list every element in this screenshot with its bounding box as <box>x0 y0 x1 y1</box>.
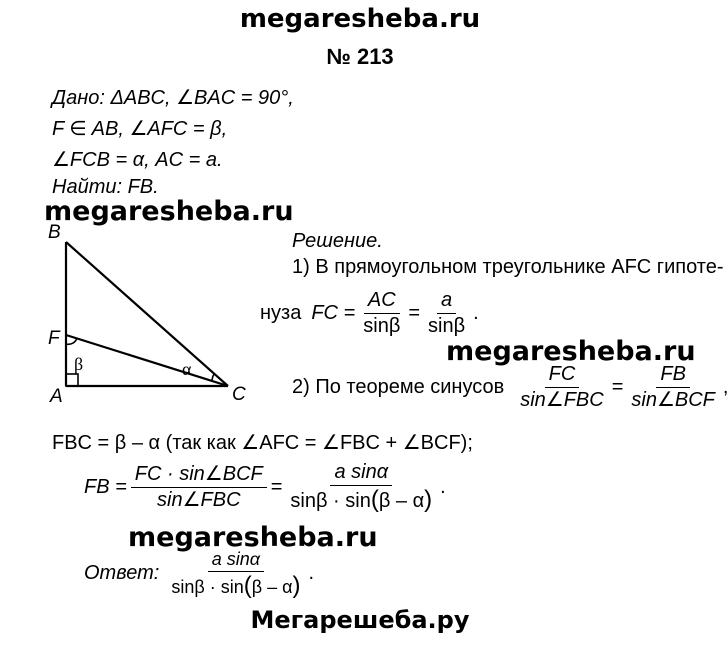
find-line: Найти: FB. <box>52 176 159 198</box>
fraction-denominator: sin∠FBC <box>157 488 241 511</box>
fraction-denominator: sin∠FBC <box>520 389 604 411</box>
formula-text: β – α <box>378 490 425 512</box>
fraction <box>131 464 267 511</box>
fraction <box>286 462 436 512</box>
formula-text: β – α <box>251 576 293 597</box>
fraction-numerator: FC <box>545 364 580 388</box>
fraction <box>167 550 304 598</box>
angle-label-beta: β <box>74 354 84 374</box>
formula-text: , <box>722 376 728 398</box>
formula-text: = <box>270 475 283 498</box>
fraction-numerator: FC · sin∠BCF <box>131 464 267 488</box>
formula-text: нуза <box>260 302 302 324</box>
fraction <box>359 290 404 337</box>
fraction-numerator: AC <box>364 290 400 314</box>
formula-text: sinβ · sin <box>171 576 244 597</box>
angle-relation-line: FBC = β – α (так как ∠AFC = ∠FBC + ∠BCF); <box>52 432 473 454</box>
vertex-label-a: A <box>50 386 63 407</box>
problem-number: № 213 <box>326 44 394 69</box>
fraction-denominator: sinβ · sin(β – α) <box>290 486 433 513</box>
formula-text: FC = <box>311 302 356 324</box>
fb-formula <box>84 462 446 512</box>
given-line-2: F ∈ AB, ∠AFC = β, <box>52 118 228 140</box>
formula-text: = <box>611 376 624 398</box>
vertex-label-c: C <box>232 384 246 405</box>
fraction-numerator: a sinα <box>208 550 264 572</box>
vertex-label-b: B <box>48 222 61 243</box>
formula-text: sinβ · sin <box>290 490 371 512</box>
answer-label: Ответ: <box>84 562 160 585</box>
fraction-denominator: sin∠BCF <box>631 389 715 411</box>
sine-theorem-formula <box>292 364 728 411</box>
footer-brand: Мегарешеба.ру <box>250 606 470 634</box>
fc-formula <box>260 290 479 337</box>
answer <box>84 550 314 598</box>
fraction-numerator: a sinα <box>330 462 392 486</box>
fraction-numerator: FB <box>656 364 690 388</box>
formula-text: = <box>408 302 421 324</box>
watermark: megaresheba.ru <box>44 196 294 227</box>
fraction <box>627 364 719 411</box>
fraction-denominator: sinβ <box>428 315 466 337</box>
triangle-figure <box>40 220 260 410</box>
angle-label-alpha: α <box>182 359 192 379</box>
watermark: megaresheba.ru <box>446 336 696 367</box>
formula-text: FB = <box>84 475 127 498</box>
fraction <box>516 364 608 411</box>
formula-text: . <box>440 475 446 498</box>
fraction-numerator: a <box>437 290 456 314</box>
solution-heading: Решение. <box>292 230 383 252</box>
given-line-3: ∠FCB = α, AC = a. <box>52 149 223 171</box>
solution-step-1: 1) В прямоугольном треугольнике AFC гипоте- <box>292 256 724 278</box>
formula-text: . <box>308 562 315 585</box>
fraction <box>424 290 469 337</box>
given-line-1: Дано: ΔABC, ∠BAC = 90°, <box>52 87 294 109</box>
vertex-label-f: F <box>48 328 60 349</box>
site-header: megaresheba.ru <box>239 4 481 34</box>
formula-text: 2) По теореме синусов <box>292 376 505 398</box>
watermark: megaresheba.ru <box>128 522 378 553</box>
formula-text: . <box>473 302 479 324</box>
fraction-denominator: sinβ <box>363 315 401 337</box>
fraction-denominator: sinβ · sin(β – α) <box>171 571 301 599</box>
